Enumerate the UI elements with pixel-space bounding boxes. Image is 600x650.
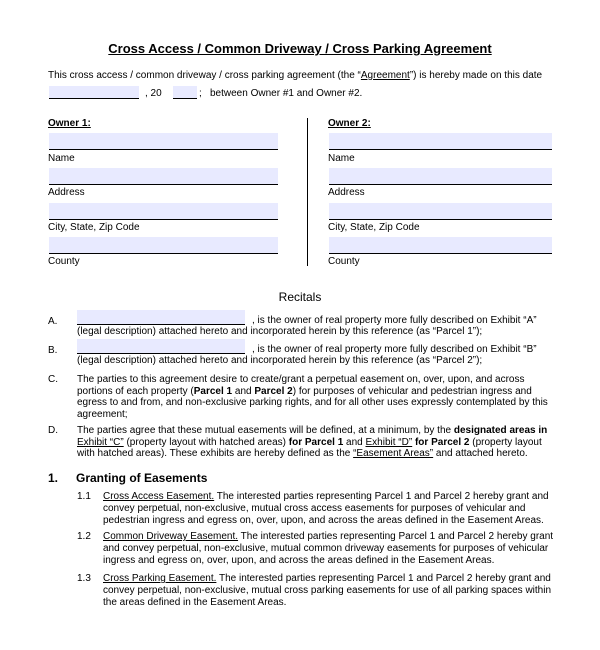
- recital-d-s4: and attached hereto.: [433, 448, 528, 459]
- recital-d-parcel1: Parcel 1: [304, 436, 344, 448]
- easement-areas-ref: “Easement Areas”: [353, 448, 434, 459]
- recital-d-parcel2: for Parcel 2: [412, 436, 470, 448]
- owner1-name-field[interactable]: [49, 133, 278, 149]
- item-1-3-body: The interested parties representing Parcel 1 and Parcel 2 hereby grant and convey perpetual, non-exclusive, mutual cross parking easements for use of all parking spaces within the areas defined in the Easement Areas.: [103, 573, 552, 608]
- date-year-field[interactable]: [173, 86, 197, 98]
- intro-suffix: ”) is hereby made on this date: [409, 70, 543, 81]
- recital-c-parcel1: Parcel 1: [193, 385, 233, 397]
- agreement-term: Agreement: [360, 70, 410, 81]
- owner2-city-label: City, State, Zip Code: [328, 222, 420, 233]
- recital-b-owner-field[interactable]: [77, 339, 245, 353]
- owner1-heading: Owner 1:: [48, 118, 91, 129]
- recital-b-line2: (legal description) attached hereto and incorporated herein by this reference (as “Parcel 2”);: [77, 355, 483, 366]
- item-1-2-body: The interested parties representing Parcel 1 and Parcel 2 hereby grant and convey perpetual, non-exclusive, mutual common driveway easements for purposes of vehicular ingress and egress on, over, upon, and across the areas defined in the Easement Areas.: [103, 531, 554, 566]
- recital-a-owner-field[interactable]: [77, 310, 245, 324]
- recital-b-letter: B.: [48, 345, 58, 356]
- recital-a-owner-line: [77, 324, 245, 325]
- owner1-name-label: Name: [48, 153, 75, 164]
- item-1-3-text: [103, 573, 558, 608]
- recital-d-s1: The parties agree that these mutual easements will be defined, at a minimum, by the: [77, 425, 454, 436]
- intro-prefix: This cross access / common driveway / cross parking agreement (the “: [48, 70, 361, 81]
- owner2-city-field[interactable]: [329, 203, 552, 219]
- recital-b-owner-line: [77, 353, 245, 354]
- owner1-name-line: [49, 149, 278, 150]
- comma-20: , 20: [145, 88, 162, 99]
- owner1-address-label: Address: [48, 187, 85, 198]
- owner1-county-field[interactable]: [49, 237, 278, 253]
- date-day-underline: [49, 98, 139, 99]
- recital-d-s1-bold: designated areas in: [453, 425, 548, 436]
- recital-a-line1: , is the owner of real property more fully described on Exhibit “A”: [252, 315, 537, 326]
- recital-c-p1: The parties to this agreement desire to create/grant a perpetual easement on, over, upon, and across portions of each property (: [77, 374, 525, 397]
- recital-c-rest: ) for purposes of vehicular and pedestrian ingress and egress to and from, and non-exclusive parking rights, and for all other uses expressly contemplated by this agreement;: [77, 385, 548, 420]
- document-title: Cross Access / Common Driveway / Cross Parking Agreement: [108, 41, 492, 56]
- between-owners: between Owner #1 and Owner #2.: [210, 88, 363, 99]
- owner2-county-line: [329, 253, 552, 254]
- recital-d-and: and: [343, 436, 366, 448]
- owner1-city-line: [49, 219, 278, 220]
- date-year-underline: [173, 98, 197, 99]
- owner1-city-label: City, State, Zip Code: [48, 222, 140, 233]
- section1-title: Granting of Easements: [76, 471, 208, 485]
- owner1-address-line: [49, 184, 278, 185]
- recital-d-s2: (property layout with hatched areas): [123, 436, 289, 448]
- owner2-address-label: Address: [328, 187, 365, 198]
- section1-number: 1.: [48, 471, 59, 485]
- item-1-2-heading: Common Driveway Easement.: [103, 531, 239, 542]
- recital-c-letter: C.: [48, 374, 58, 385]
- recital-c-text: [77, 374, 555, 420]
- item-1-1-heading: Cross Access Easement.: [103, 491, 215, 502]
- recital-d-s3: (property layout with hatched areas). These exhibits are hereby defined as the: [77, 436, 542, 459]
- owner2-name-line: [329, 149, 552, 150]
- exhibit-c-ref: Exhibit “C”: [77, 436, 124, 448]
- item-1-3-number: 1.3: [77, 573, 91, 584]
- recitals-heading: Recitals: [278, 290, 322, 304]
- owner1-address-field[interactable]: [49, 168, 278, 184]
- owner2-address-line: [329, 184, 552, 185]
- item-1-1-text: [103, 491, 558, 526]
- recital-c-parcel2: Parcel 2: [254, 385, 293, 397]
- owner1-city-field[interactable]: [49, 203, 278, 219]
- owner2-name-label: Name: [328, 153, 355, 164]
- owner2-city-line: [329, 219, 552, 220]
- owner2-address-field[interactable]: [329, 168, 552, 184]
- recital-d-for: for: [288, 436, 305, 448]
- item-1-1-body: The interested parties representing Parcel 1 and Parcel 2 hereby grant and convey perpetual, non-exclusive, mutual cross access easements for purposes of vehicular and pedestrian ingress and egress on, over, upon, and across the areas defined in the Easement Areas.: [103, 491, 549, 526]
- exhibit-d-ref: Exhibit “D”: [365, 436, 413, 448]
- recital-c-and: and: [232, 385, 255, 397]
- recital-d-letter: D.: [48, 425, 58, 436]
- owner2-name-field[interactable]: [329, 133, 552, 149]
- semicolon: ;: [199, 88, 202, 99]
- recital-a-line2: (legal description) attached hereto and incorporated herein by this reference (as “Parcel 1”);: [77, 326, 483, 337]
- owner2-county-field[interactable]: [329, 237, 552, 253]
- recital-b-line1: , is the owner of real property more fully described on Exhibit “B”: [252, 344, 537, 355]
- recital-a-letter: A.: [48, 316, 58, 327]
- intro-line: [48, 70, 542, 82]
- owner2-heading: Owner 2:: [328, 118, 371, 129]
- owner2-county-label: County: [328, 256, 360, 267]
- owner1-county-line: [49, 253, 278, 254]
- owner1-county-label: County: [48, 256, 80, 267]
- item-1-2-text: [103, 531, 558, 566]
- recital-d-text: [77, 425, 555, 460]
- date-day-field[interactable]: [49, 86, 139, 98]
- owners-divider: [307, 118, 308, 266]
- item-1-1-number: 1.1: [77, 491, 91, 502]
- item-1-3-heading: Cross Parking Easement.: [103, 573, 217, 584]
- item-1-2-number: 1.2: [77, 531, 91, 542]
